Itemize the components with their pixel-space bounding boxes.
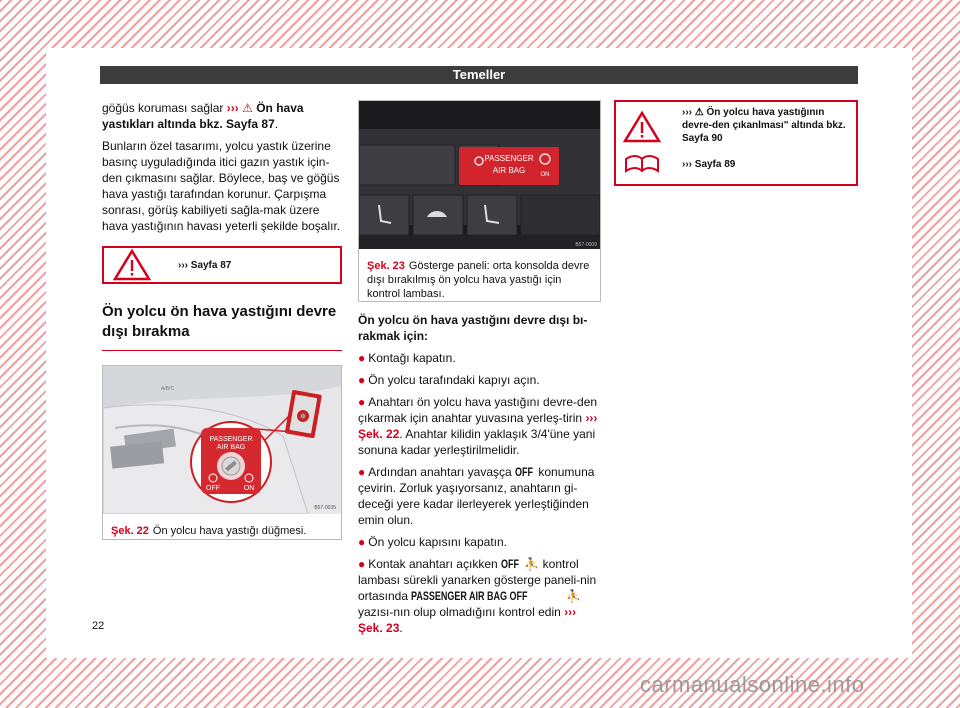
body-paragraph: Bunların özel tasarımı, yolcu yastık üzerine basınç uyguladığında itici gazın yastık için-den çıkmasını sağlar. Böylece, baş ve göğüs hava yastığı tarafından korunur. Çarpışma sonrası, görüş kabiliyeti sağla-mak üzere hava yastığının havası yeterli şekilde boşalır. xyxy=(102,139,341,233)
figure-23-caption: Şek. 23 Gösterge paneli: orta konsolda devre dışı bırakılmış ön yolcu hava yastığı için kontrol lambası. xyxy=(367,260,590,300)
fig23-link[interactable]: ››› Şek. 23 xyxy=(358,605,577,635)
passenger-airbag-off-label: PASSENGER AIR BAG OFF xyxy=(411,589,528,603)
note-ref-text[interactable]: ››› Sayfa 89 xyxy=(682,158,736,170)
steps-heading: Ön yolcu ön hava yastığını devre dışı bı-rakmak için: xyxy=(358,313,588,343)
page-number: 22 xyxy=(92,620,105,632)
bullet-icon: ● xyxy=(358,557,366,571)
figure-22-caption: Şek. 22 Ön yolcu hava yastığı düğmesi. xyxy=(111,525,307,537)
airbag-symbol-icon: ⛹ xyxy=(524,557,540,571)
column-left xyxy=(102,100,342,540)
section-title: Ön yolcu ön hava yastığını devre dışı bırakma xyxy=(102,302,342,351)
bullet-icon: ● xyxy=(358,535,366,549)
step-2: ● Ön yolcu tarafındaki kapıyı açın. xyxy=(358,373,540,387)
off-symbol: OFF xyxy=(515,465,534,479)
bullet-icon: ● xyxy=(358,465,366,479)
fig23-on-label: ON xyxy=(540,172,550,178)
note-row xyxy=(622,151,850,177)
warning-note-box xyxy=(614,100,858,186)
intro-paragraph: göğüs koruması sağlar ››› ⚠ Ön hava yastıkları altında bkz. Sayfa 87. xyxy=(102,101,304,131)
step-3: ● Anahtarı ön yolcu hava yastığını devre-den çıkarmak için anahtar yuvasına yerleş-tirin ››› Şek. 22. Anahtar kilidin yaklaşık 3/4'üne yani sonuna kadar yerleştirilmelidir. xyxy=(358,395,598,457)
fig23-code: B57-0009 xyxy=(575,242,597,248)
fig22-code: B57-0035 xyxy=(314,505,336,511)
watermark: carmanualsonline.info xyxy=(640,672,865,697)
bullet-icon: ● xyxy=(358,351,366,365)
bullet-icon: ● xyxy=(358,395,366,409)
airbag-switch-illustration xyxy=(103,366,341,514)
intro-link[interactable]: Ön hava yastıkları altında bkz. Sayfa 87 xyxy=(102,101,304,131)
warning-ref[interactable]: ››› Sayfa 87 xyxy=(178,259,232,271)
step-6: ● Kontak anahtarı açıkken OFF ⛹ kontrol lambası sürekli yanarken gösterge paneli-nin ortasında PASSENGER AIR BAG OFF ⛹ yazısı-nın olup olmadığını kontrol edin ››› Şek. 23. xyxy=(358,557,597,635)
fig23-passenger-label: PASSENGER xyxy=(484,154,534,163)
fig22-link[interactable]: ››› Şek. 22 xyxy=(358,411,598,441)
column-right xyxy=(614,100,858,186)
off-symbol: OFF xyxy=(501,557,520,571)
airbag-symbol-icon: ⛹ xyxy=(566,589,582,603)
bullet-icon: ● xyxy=(358,373,366,387)
warning-ref-text[interactable]: ››› ⚠ Ön yolcu hava yastığının devre-den çıkanlması" altında bkz. Sayfa 90 xyxy=(682,107,846,144)
warning-box xyxy=(102,246,342,284)
fig22-airbag-label: AIR BAG xyxy=(216,444,246,451)
step-4: ● Ardından anahtarı yavaşça OFF konumuna çevirin. Zorluk yaşıyorsanız, anahtarın gi-deceği yere kadar ilerleyerek yerleştiğinden emin olun. xyxy=(358,465,595,527)
warning-inline-icon: ⚠ xyxy=(242,101,253,115)
warning-triangle-icon xyxy=(622,110,662,144)
figure-23 xyxy=(358,100,601,302)
fig23-airbag-label: AIR BAG xyxy=(492,166,526,175)
dashboard-console-illustration xyxy=(359,101,600,249)
figure-22 xyxy=(102,365,342,540)
svg-text:A/B/C: A/B/C xyxy=(161,386,175,392)
book-info-icon xyxy=(622,151,662,177)
step-1: ● Kontağı kapatın. xyxy=(358,351,456,365)
fig22-off-label: OFF xyxy=(206,485,220,492)
step-5: ● Ön yolcu kapısını kapatın. xyxy=(358,535,507,549)
fig22-on-label: ON xyxy=(243,485,255,492)
warning-row xyxy=(622,106,850,145)
intro-arrow: ››› xyxy=(226,101,239,115)
warning-triangle-icon xyxy=(112,248,152,282)
column-middle xyxy=(358,100,601,642)
fig22-passenger-label: PASSENGER xyxy=(209,436,253,443)
page-header: Temeller xyxy=(100,66,858,84)
